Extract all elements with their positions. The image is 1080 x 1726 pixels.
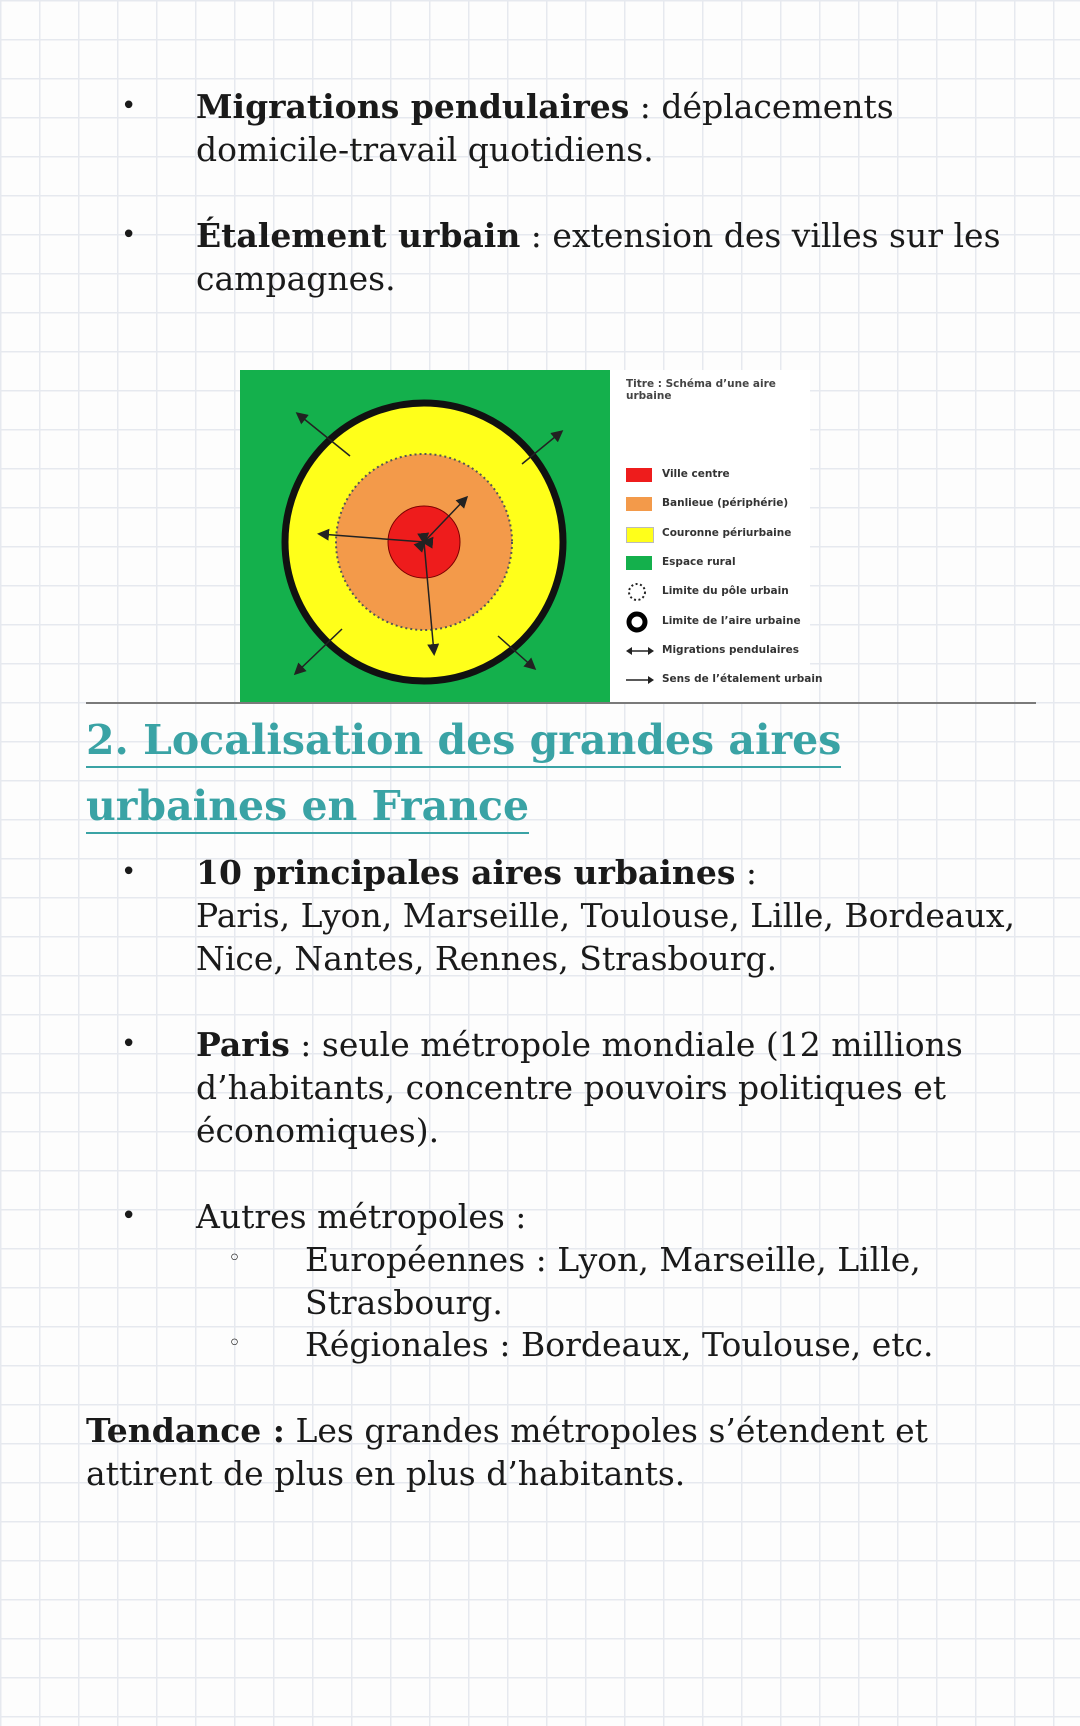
heading-line-2: urbaines en France [86, 782, 529, 834]
term: 10 principales aires urbaines [196, 853, 736, 892]
bullet-text: Étalement urbain : extension des villes sur les campagnes. [196, 216, 1001, 298]
term: Migrations pendulaires [196, 87, 630, 126]
subbullet-dot: ◦ [228, 1331, 241, 1356]
double-arrow-icon [626, 641, 654, 661]
swatch-red [626, 468, 652, 482]
urban-area-diagram [240, 370, 823, 702]
dotted-circle-icon [626, 581, 652, 603]
tendance-term: Tendance : [86, 1411, 285, 1450]
bullet-dot: • [121, 91, 137, 121]
bullet-text: Autres métropoles : [196, 1197, 527, 1236]
section-heading [86, 773, 986, 839]
swatch-green [626, 556, 652, 570]
term: Étalement urbain [196, 216, 521, 255]
bullet-dot: • [121, 220, 137, 250]
bullet-dot: • [121, 1201, 137, 1231]
section-divider [86, 702, 1036, 704]
subbullet-dot: ◦ [228, 1246, 241, 1271]
section-heading [86, 707, 986, 773]
bullet-dot: • [121, 857, 137, 887]
swatch-orange [626, 497, 652, 511]
tendance-paragraph: Tendance : Les grandes métropoles s’étendent et attirent de plus en plus d’habitants. [86, 1411, 928, 1493]
urban-area-schema [240, 370, 610, 702]
bullet-text: Paris : seule métropole mondiale (12 millions d’habitants, concentre pouvoirs politiques et économiques). [196, 1025, 963, 1150]
swatch-yellow [626, 527, 654, 543]
thick-circle-icon [626, 610, 652, 634]
legend: Titre : Schéma d’une aire urbaine Ville centre Banlieue (périphérie) Couronne périurbaine Espace rural Limite du pôle urbain Limite de l’aire urbaine Migrations pendulaires Sens de l’étalement urbain [610, 370, 810, 702]
bullet-text: Migrations pendulaires : déplacements domicile-travail quotidiens. [196, 87, 894, 169]
subbullet-text: Régionales : Bordeaux, Toulouse, etc. [305, 1325, 934, 1364]
term: Paris [196, 1025, 290, 1064]
legend-title: Titre : Schéma d’une aire urbaine [626, 378, 776, 402]
arrow-icon [626, 670, 654, 690]
subbullet-text: Européennes : Lyon, Marseille, Lille, Strasbourg. [305, 1240, 921, 1322]
heading-line-1: 2. Localisation des grandes aires [86, 716, 841, 768]
bullet-dot: • [121, 1029, 137, 1059]
bullet-text: 10 principales aires urbaines : Paris, Lyon, Marseille, Toulouse, Lille, Bordeaux, Nice, Nantes, Rennes, Strasbourg. [196, 853, 1015, 978]
